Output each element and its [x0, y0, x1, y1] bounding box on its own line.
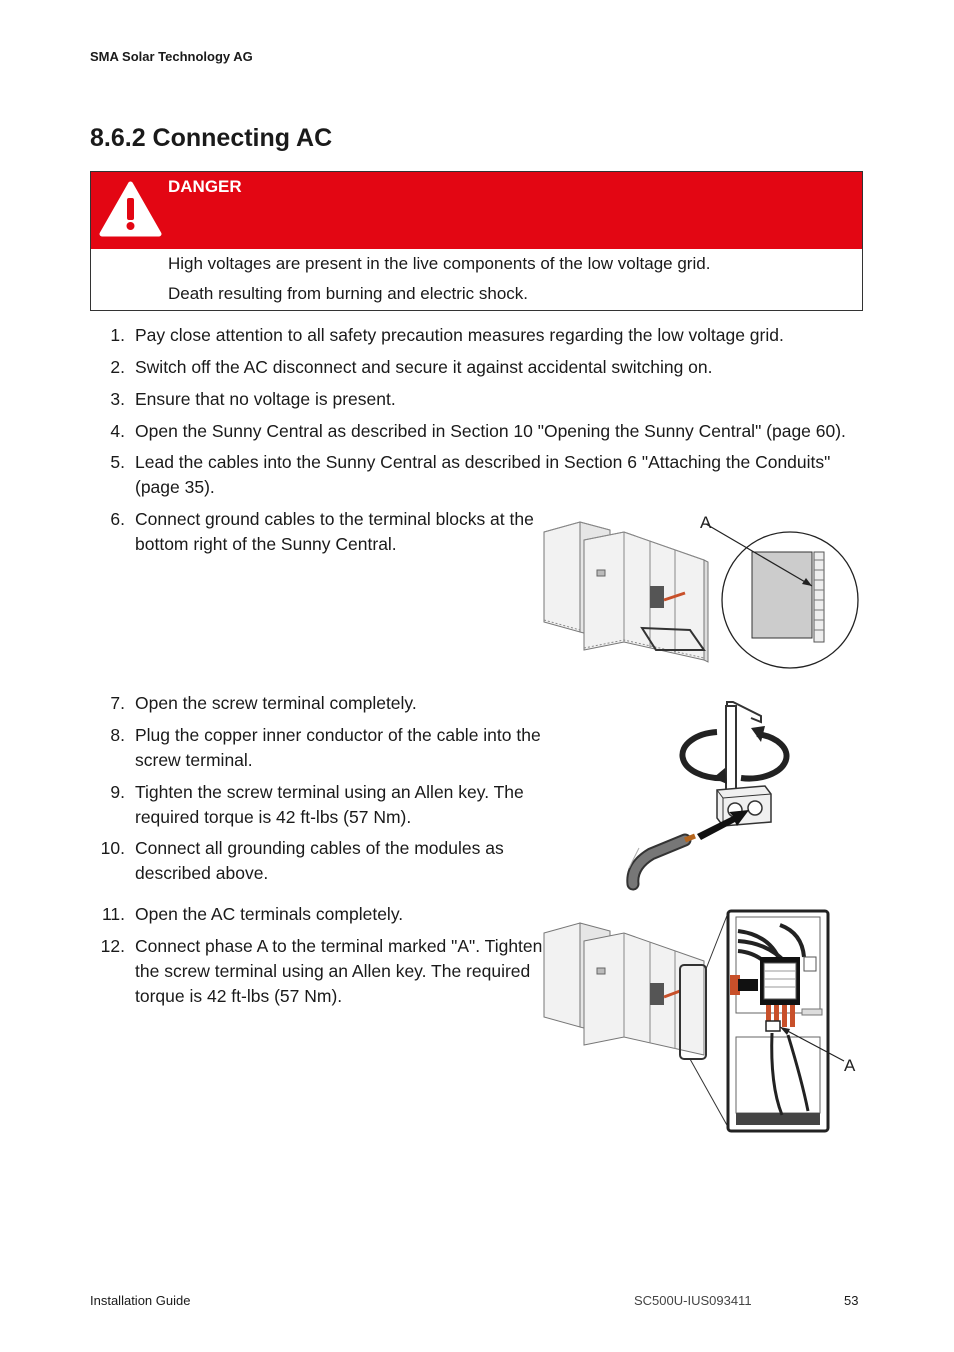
section-title: 8.6.2 Connecting AC: [90, 124, 333, 152]
warning-triangle-icon: [98, 178, 163, 239]
danger-header: [91, 172, 862, 249]
step-10: 10. Connect all grounding cables of the modules as described above.: [100, 838, 504, 883]
step-8: 8. Plug the copper inner conductor of the cable into the screw terminal.: [110, 725, 541, 770]
cabinet-ac-illustration: [540, 905, 862, 1135]
danger-text-1: High voltages are present in the live components of the low voltage grid.: [168, 254, 711, 273]
page-number: 53: [844, 1293, 859, 1308]
step-1: 1. Pay close attention to all safety precaution measures regarding the low voltage grid.: [110, 325, 784, 345]
company-name: SMA Solar Technology AG: [90, 49, 253, 64]
danger-notice: [90, 171, 863, 311]
step-3: 3. Ensure that no voltage is present.: [110, 389, 396, 409]
step-9: 9. Tighten the screw terminal using an Allen key. The required torque is 42 ft-lbs (57 Nm).: [110, 782, 524, 827]
footer-doc-id: SC500U-IUS093411: [634, 1293, 752, 1308]
figure-ac-terminals: [540, 905, 862, 1135]
footer-doc-type: Installation Guide: [90, 1293, 191, 1308]
figure-screw-terminal: [625, 698, 795, 896]
figure-ground-terminals: [540, 510, 865, 670]
step-5: 5. Lead the cables into the Sunny Central as described in Section 6 "Attaching the Conduits" (page 35).: [110, 452, 831, 497]
danger-label: DANGER: [168, 177, 242, 196]
step-11: 11. Open the AC terminals completely.: [101, 904, 404, 924]
step-4: 4. Open the Sunny Central as described in Section 10 "Opening the Sunny Central" (page 60).: [110, 421, 846, 441]
step-12: 12. Connect phase A to the terminal marked "A". Tighten the screw terminal using an Allen key. The required torque is 42 ft-lbs (57 Nm).: [100, 936, 543, 1006]
danger-text-2: Death resulting from burning and electric shock.: [168, 284, 529, 303]
allen-key-illustration: [625, 698, 795, 896]
step-7: 7. Open the screw terminal completely.: [110, 693, 417, 713]
step-2: 2. Switch off the AC disconnect and secure it against accidental switching on.: [110, 357, 713, 377]
figure-label-a: A: [844, 1056, 856, 1075]
figure-label-a: A: [700, 513, 712, 532]
step-6: 6. Connect ground cables to the terminal blocks at the bottom right of the Sunny Central.: [110, 509, 534, 554]
cabinet-ground-illustration: [540, 510, 865, 670]
